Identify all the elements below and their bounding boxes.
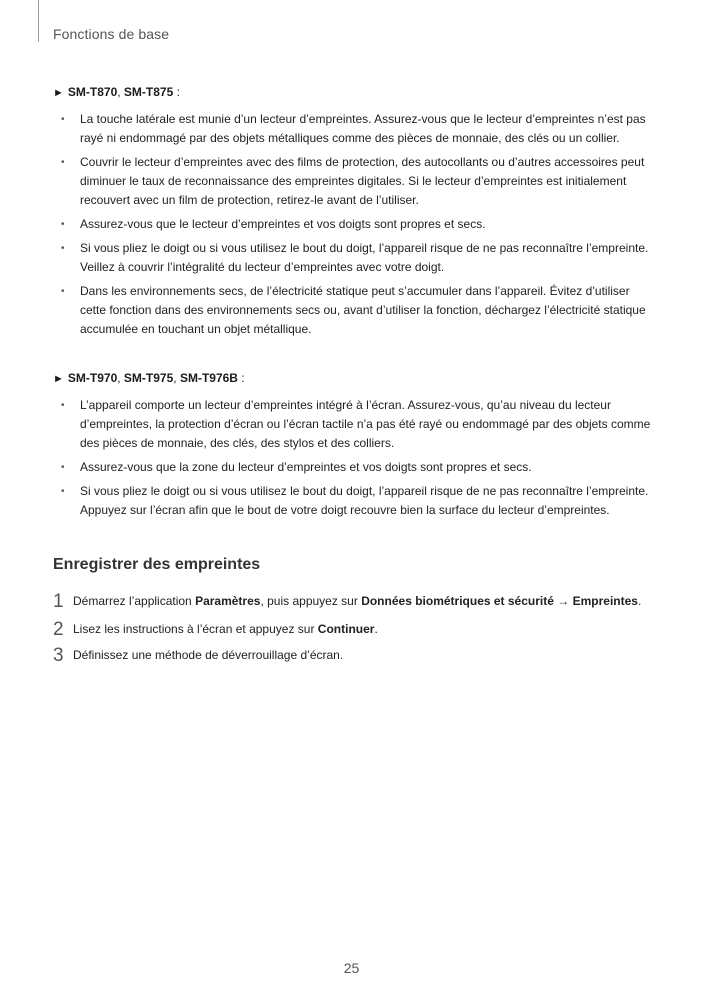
step-text: . [374,622,378,636]
step-text: Définissez une méthode de déverrouillage d’écran. [73,648,344,662]
running-header: Fonctions de base [53,26,170,42]
bullet-icon: • [61,114,65,125]
list-item [53,239,653,277]
ui-term: Paramètres [195,594,261,608]
header-side-rule [38,0,39,42]
arrow-right-icon: ► [53,373,64,385]
step-text: , puis appuyez sur [260,594,362,608]
step-number: 3 [53,645,64,666]
list-item [53,153,653,210]
model-heading-2 [53,370,245,387]
bullet-icon: • [61,219,65,230]
section-heading: Enregistrer des empreintes [53,556,261,573]
arrow-right-icon: ► [53,87,64,99]
list-item-text: Couvrir le lecteur d’empreintes avec des films de protection, des autocollants ou d’autres accessoires peut diminuer le taux de reconnaissance des empreintes digitales. Si le lecteur d’empreintes est initialement recouvert avec un film de protection, retirez-le avant de l’utiliser. [80,155,645,207]
list-item-text: Dans les environnements secs, de l’électricité statique peut s’accumuler dans l’appareil. Évitez d’utiliser cette fonction dans des environnements secs ou, avant d’utiliser la fonction, déchargez l’électricité statique accumulée en touchant un objet métallique. [80,284,646,336]
bullet-list-2 [53,396,653,525]
model-label: SM-T975 [123,371,174,385]
colon: : [237,371,245,385]
list-item-text: La touche latérale est munie d’un lecteur d’empreintes. Assurez-vous que le lecteur d’empreintes n’est pas rayé ni endommagé par des objets métalliques comme des pièces de monnaie, des clés ou un collier. [80,112,646,145]
separator: , [173,371,180,385]
colon: : [173,85,180,99]
ui-term: Données biométriques et sécurité [361,594,554,608]
page-number: 25 [343,960,360,976]
step-1 [53,592,641,611]
bullet-icon: • [61,462,65,473]
step-number: 2 [53,619,64,640]
list-item-text: Si vous pliez le doigt ou si vous utilisez le bout du doigt, l’appareil risque de ne pas reconnaître l’empreinte. Veillez à couvrir l’intégralité du lecteur d’empreintes avec votre doigt. [80,241,649,274]
step-2 [53,620,378,639]
bullet-icon: • [61,486,65,497]
arrow-separator: → [553,594,573,608]
list-item [53,110,653,148]
list-item [53,396,653,453]
step-text: Démarrez l’application [73,594,196,608]
bullet-list-1 [53,110,653,344]
separator: , [117,371,124,385]
list-item-text: Si vous pliez le doigt ou si vous utilisez le bout du doigt, l’appareil risque de ne pas reconnaître l’empreinte. Appuyez sur l’écran afin que le bout de votre doigt recouvre bien la surface du lecteur d’empreintes. [80,484,649,517]
model-heading-1 [53,84,180,101]
list-item-text: Assurez-vous que la zone du lecteur d’empreintes et vos doigts sont propres et secs. [80,460,532,474]
step-3 [53,646,343,665]
list-item [53,282,653,339]
list-item [53,458,653,477]
step-number: 1 [53,591,64,612]
separator: , [117,85,124,99]
bullet-icon: • [61,286,65,297]
ui-term: Continuer [317,622,375,636]
list-item-text: L’appareil comporte un lecteur d’empreintes intégré à l’écran. Assurez-vous, qu’au niveau du lecteur d’empreintes, la protection d’écran ou l’écran tactile n’a pas été rayé ou endommagé par des objets comme des pièces de monnaie, des clés, des stylos et des colliers. [80,398,651,450]
list-item [53,482,653,520]
list-item [53,215,653,234]
step-text: . [637,594,642,608]
bullet-icon: • [61,243,65,254]
model-label: SM-T870 [67,85,118,99]
bullet-icon: • [61,157,65,168]
list-item-text: Assurez-vous que le lecteur d’empreintes et vos doigts sont propres et secs. [80,217,486,231]
step-text: Lisez les instructions à l’écran et appuyez sur [73,622,318,636]
bullet-icon: • [61,400,65,411]
ui-term: Empreintes [572,594,638,608]
model-label: SM-T970 [67,371,118,385]
model-label: SM-T976B [179,371,238,385]
model-label: SM-T875 [123,85,174,99]
